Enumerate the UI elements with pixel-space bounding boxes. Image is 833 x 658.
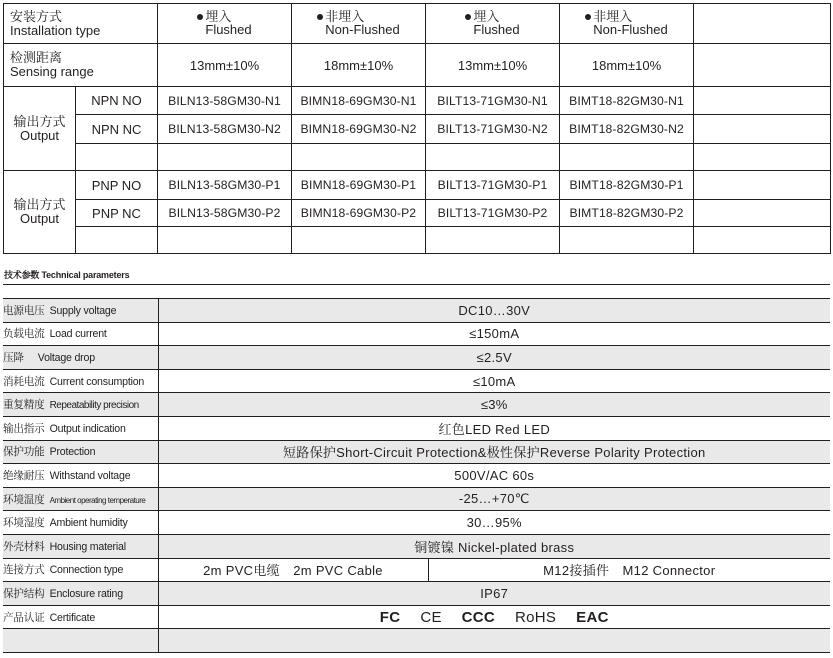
empty-row (4, 227, 831, 254)
sensing-value: 13mm±10% (426, 44, 560, 87)
rohs-logo-icon: RoHS (515, 608, 557, 626)
table-row (4, 171, 831, 200)
model-number: BIMT18-82GM30-N1 (560, 87, 694, 115)
output-type: NPN NC (76, 115, 158, 144)
model-number: BILN13-58GM30-P2 (158, 200, 292, 227)
column-header-2: 非埋入 Non-Flushed (292, 4, 426, 44)
model-number: BILN13-58GM30-N1 (158, 87, 292, 115)
empty-cell (694, 200, 831, 227)
param-row (3, 322, 830, 346)
param-label: 连接方式 Connection type (3, 558, 158, 582)
param-row (3, 534, 830, 558)
table-row (4, 115, 831, 144)
installation-type-label: 安装方式 Installation type (4, 4, 158, 44)
param-label: 环境温度 Ambient operating temperature (3, 487, 158, 511)
param-value: ≤10mA (158, 369, 830, 393)
column-header-1: 埋入 Flushed (158, 4, 292, 44)
model-number: BIMN18-69GM30-P2 (292, 200, 426, 227)
empty-row (4, 144, 831, 171)
table-row (4, 87, 831, 115)
param-row (3, 440, 830, 464)
output-type: PNP NC (76, 200, 158, 227)
param-row (3, 487, 830, 511)
ccc-logo-icon: CCC (461, 608, 496, 626)
model-number: BILT13-71GM30-P2 (426, 200, 560, 227)
param-row (3, 393, 830, 417)
model-number: BILN13-58GM30-P1 (158, 171, 292, 200)
param-row (3, 582, 830, 606)
model-number: BIMT18-82GM30-N2 (560, 115, 694, 144)
section-title: 技术参数 Technical parameters (4, 270, 130, 280)
sensing-range-label: 检测距离 Sensing range (4, 44, 158, 87)
divider (3, 284, 830, 285)
param-label: 消耗电流 Current consumption (3, 369, 158, 393)
param-label: 电源电压 Supply voltage (3, 299, 158, 323)
empty-cell (694, 4, 831, 44)
sensing-range-row (4, 44, 831, 87)
sensing-value: 18mm±10% (560, 44, 694, 87)
fcc-logo-icon: FC (379, 608, 401, 626)
param-row (3, 369, 830, 393)
param-row (3, 299, 830, 323)
output-type: PNP NO (76, 171, 158, 200)
param-value: ≤3% (158, 393, 830, 417)
param-value: 短路保护Short-Circuit Protection&极性保护Reverse Polarity Protection (158, 440, 830, 464)
param-label: 保护结构 Enclosure rating (3, 582, 158, 606)
model-number: BIMT18-82GM30-P2 (560, 200, 694, 227)
param-value: 30…95% (158, 511, 830, 535)
param-value-connector: M12接插件 M12 Connector (428, 558, 830, 582)
param-value: 铜镀镍 Nickel-plated brass (158, 534, 830, 558)
param-label: 重复精度 Repeatability precision (3, 393, 158, 417)
param-row (3, 416, 830, 440)
param-label: 压降 Voltage drop (3, 346, 158, 370)
model-number: BILN13-58GM30-N2 (158, 115, 292, 144)
parameter-table (3, 298, 830, 653)
param-row (3, 558, 830, 582)
param-value: ≤2.5V (158, 346, 830, 370)
empty-row (3, 629, 830, 653)
output-type: NPN NO (76, 87, 158, 115)
output-group-label: 输出方式 Output (4, 171, 76, 254)
certificate-logos (158, 605, 830, 629)
param-row (3, 346, 830, 370)
model-number: BIMN18-69GM30-N1 (292, 87, 426, 115)
model-number: BILT13-71GM30-P1 (426, 171, 560, 200)
bullet-icon (317, 14, 323, 20)
param-label: 环境湿度 Ambient humidity (3, 511, 158, 535)
bullet-icon (197, 14, 203, 20)
table-row (4, 200, 831, 227)
param-value: IP67 (158, 582, 830, 606)
param-label: 保护功能 Protection (3, 440, 158, 464)
model-number: BIMN18-69GM30-N2 (292, 115, 426, 144)
param-value: 红色LED Red LED (158, 416, 830, 440)
column-header-4: 非埋入 Non-Flushed (560, 4, 694, 44)
empty-cell (694, 115, 831, 144)
param-value: -25…+70℃ (158, 487, 830, 511)
ce-logo-icon: CE (420, 608, 442, 626)
empty-cell (694, 87, 831, 115)
model-number: BIMN18-69GM30-P1 (292, 171, 426, 200)
param-value: DC10…30V (158, 299, 830, 323)
bullet-icon (585, 14, 591, 20)
param-value: 500V/AC 60s (158, 464, 830, 488)
model-number: BILT13-71GM30-N1 (426, 87, 560, 115)
column-header-3: 埋入 Flushed (426, 4, 560, 44)
param-label: 产品认证 Certificate (3, 605, 158, 629)
sensing-value: 13mm±10% (158, 44, 292, 87)
installation-type-row (4, 4, 831, 44)
eac-logo-icon: EAC (576, 608, 609, 626)
param-value: ≤150mA (158, 322, 830, 346)
bullet-icon (465, 14, 471, 20)
output-group-label: 输出方式 Output (4, 87, 76, 171)
param-value-cable: 2m PVC电缆 2m PVC Cable (158, 558, 428, 582)
sensing-value: 18mm±10% (292, 44, 426, 87)
param-label: 外壳材料 Housing material (3, 534, 158, 558)
empty-cell (694, 44, 831, 87)
model-table (3, 3, 831, 254)
empty-cell (694, 171, 831, 200)
param-row (3, 511, 830, 535)
model-number: BIMT18-82GM30-P1 (560, 171, 694, 200)
param-row (3, 605, 830, 629)
param-label: 绝缘耐压 Withstand voltage (3, 464, 158, 488)
param-label: 负载电流 Load current (3, 322, 158, 346)
param-row (3, 464, 830, 488)
param-label: 输出指示 Output indication (3, 416, 158, 440)
model-number: BILT13-71GM30-N2 (426, 115, 560, 144)
